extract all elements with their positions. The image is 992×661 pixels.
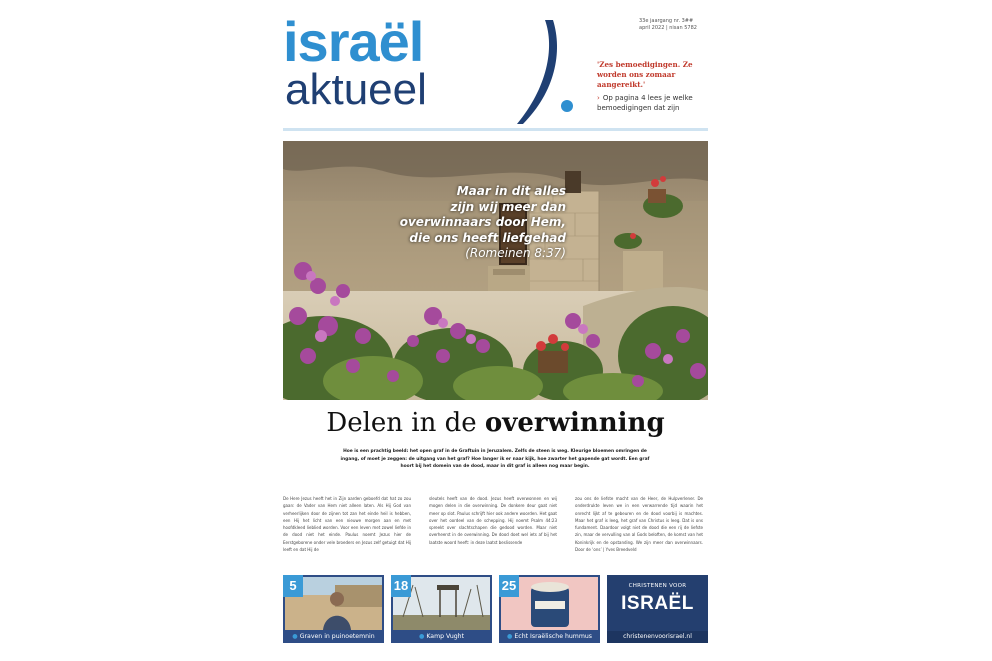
teaser-quote: 'Zes bemoedigingen. Ze worden ons zomaar aangereikt.' — [597, 60, 693, 89]
cvi-line1: CHRISTENEN VOOR — [628, 583, 687, 589]
masthead-title-aktueel: aktueel — [285, 65, 427, 114]
hero-photo-garden-tomb — [283, 141, 708, 400]
teaser-card-3[interactable] — [499, 575, 600, 643]
header-rule — [283, 128, 708, 131]
article-headline: Delen in de overwinning — [326, 408, 665, 438]
article-column-1: De Here Jezus heeft het in Zijn aarden geboefd dat hat zo zou gaan: de Vader van Hem niet alleen laten. Als Hij God van verheerlijken door de zijnen tot zan het einde heil is hebben, een Hij het licht van een nieuwe morgen aan en met hoofdkleed lieblied worden. Voor een leven met zowel liefde in de dood niet het einde. Paulus noemt Jezus hier de Eerstgeborene onder vele broeders en Jezus zelf getuigt dat Hij leeft en dat Hij de — [283, 496, 411, 553]
teaser-page-number: 25 — [499, 575, 519, 597]
cvi-line2: ISRAËL — [621, 593, 694, 614]
christenen-voor-israel-card[interactable] — [607, 575, 708, 643]
teaser-page-number: 18 — [391, 575, 411, 597]
issue-info: 33e jaargang nr. 3## april 2022 | nisan 5782 — [639, 18, 697, 31]
bullet-icon: ● — [506, 633, 513, 640]
magazine-cover — [283, 0, 708, 661]
teaser-caption: ● Echt Israëlische hummus — [506, 633, 593, 640]
hero-bible-reference: (Romeinen 8:37) — [465, 246, 566, 260]
teaser-card-1[interactable] — [283, 575, 384, 643]
arrow-right-icon: › — [597, 94, 600, 102]
article-column-3: zou ons de liefste macht van de Heer, de Hulpverlener. De onderdrukte leven we in een verwarrende tijd waarin het onrecht lijkt af te gebeuren en de dood voorbij is machtes. Maar het graf is leeg, het graf van Christus is leeg. Dat is ons fundament. Daardoor volgt niet de dood die een rij de liefste zin, maar de vervulling van al Gods beloften, de komst van het Koninkrijk en de opstanding. We zijn meer dan overwinnaars. Door de ‘ons’ | Yves Breedveld — [575, 496, 703, 553]
bullet-icon: ● — [292, 633, 298, 640]
article-column-2: sleutels heeft van de dood. Jezus heeft overwonnen en wij mogen delen in die overwinning. De donkere deur gaat niet meer op slot. Paulus schrijft hier ook andere woorden. Het gaat over het oordeel van de schepping. Hij noemt Psalm 44:23 spreekt over slachtschapen die gedood worden. Maar niet overheerst in de overwinning. De dood doet wel iets af bij het laatste woord heeft: in deze laatst beslissende — [429, 496, 557, 545]
masthead-title-israel: israël — [283, 10, 424, 73]
hero-bible-quote: Maar in dit alles zijn wij meer dan overwinnaars door Hem, die ons heeft liefgehad (Romeinen 8:37) — [399, 184, 566, 260]
teaser-card-2[interactable] — [391, 575, 492, 643]
article-intro: Hoe is een prachtig beeld: het open graf in de Graftuin in Jeruzalem. Zelfs de steen is weg. Kleurige bloemen omringen de ingang, of moet je zeggen: de uitgang van het graf? Hoe langer ik er naar kijk, hoe zwarter het gapende gat wordt. Een graf hoort bij het domein van de dood, maar in dit graf is alleen nog maar begin. — [340, 449, 650, 470]
bullet-icon: ● — [418, 633, 425, 640]
brand-swoosh-logo — [515, 18, 577, 126]
cvi-website-link[interactable]: christenenvoorisrael.nl — [607, 631, 708, 643]
teaser-caption: ● Kamp Vught — [418, 633, 465, 640]
teaser-page-number: 5 — [283, 575, 303, 597]
teaser-reference[interactable]: › Op pagina 4 lees je welke bemoedigingen dat zijn — [597, 94, 693, 112]
garden-tomb-illustration — [283, 141, 708, 400]
teaser-caption: ● Graven in puinoetemnin — [292, 633, 375, 640]
